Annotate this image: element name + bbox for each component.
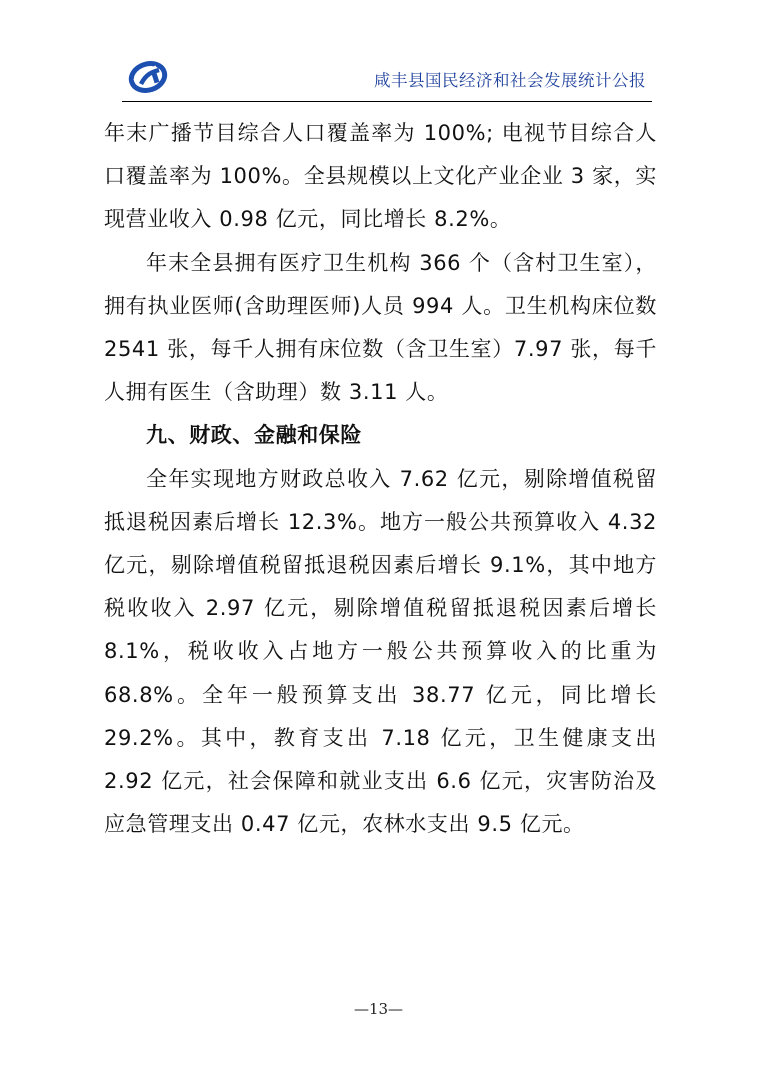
header-title: 咸丰县国民经济和社会发展统计公报 <box>374 71 646 90</box>
page-header <box>122 58 652 102</box>
page-number: —13— <box>353 1000 404 1018</box>
header-divider <box>122 101 652 102</box>
document-body <box>104 112 657 846</box>
paragraph-finance: 全年实现地方财政总收入 7.62 亿元，剔除增值税留抵退税因素后增长 12.3%。地方一般公共预算收入 4.32 亿元，剔除增值税留抵退税因素后增长 9.1%，其中地方税收收入 2.97 亿元，剔除增值税留抵退税因素后增长 8.1%，税收收入占地方一般公共预算收入的比重为 68.8%。全年一般预算支出 38.77 亿元，同比增长 29.2%。其中，教育支出 7.18 亿元，卫生健康支出 2.92 亿元，社会保障和就业支出 6.6 亿元，灾害防治及应急管理支出 0.47 亿元，农林水支出 9.5 亿元。 <box>104 466 657 837</box>
bureau-logo-icon <box>126 60 170 94</box>
paragraph-healthcare: 年末全县拥有医疗卫生机构 366 个（含村卫生室），拥有执业医师(含助理医师)人员 994 人。卫生机构床位数 2541 张，每千人拥有床位数（含卫生室）7.97 张，每千人拥有医生（含助理）数 3.11 人。 <box>104 250 657 405</box>
paragraph-broadcast-coverage: 年末广播节目综合人口覆盖率为 100%; 电视节目综合人口覆盖率为 100%。全县规模以上文化产业企业 3 家，实现营业收入 0.98 亿元，同比增长 8.2%。 <box>104 121 657 232</box>
section-heading-finance: 九、财政、金融和保险 <box>146 423 362 448</box>
